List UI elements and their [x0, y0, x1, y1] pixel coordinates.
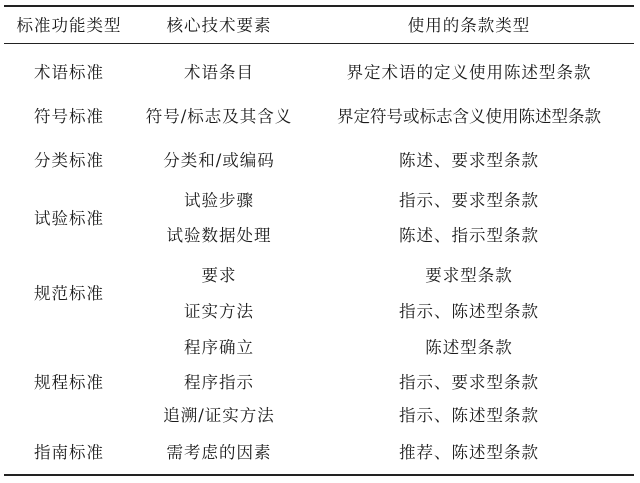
row-technical-element: 符号/标志及其含义 [145, 107, 293, 126]
row-clause-type: 推荐、陈述型条款 [399, 443, 539, 462]
row-technical-element: 分类和/或编码 [163, 151, 275, 170]
table-row [4, 297, 634, 327]
table-group [4, 146, 634, 176]
table-group [4, 58, 634, 88]
row-technical-element: 术语条目 [184, 63, 254, 82]
table-bottom-rule [4, 474, 634, 476]
table-body [4, 44, 634, 474]
row-clause-type: 陈述型条款 [425, 338, 513, 357]
header-standard-type: 标准功能类型 [16, 16, 122, 35]
row-clause-type: 指示、要求型条款 [399, 373, 539, 392]
row-technical-element: 证实方法 [184, 302, 254, 321]
table-group [4, 438, 634, 468]
row-clause-type: 界定术语的定义使用陈述型条款 [346, 63, 592, 82]
table-row [4, 186, 634, 216]
row-technical-element: 程序确立 [184, 338, 254, 357]
table-row [4, 146, 634, 176]
group-standard-type: 试验标准 [34, 209, 104, 228]
table-group [4, 261, 634, 327]
group-standard-type: 术语标准 [34, 63, 104, 82]
table-group [4, 102, 634, 132]
row-technical-element: 追溯/证实方法 [163, 406, 275, 425]
group-standard-type: 指南标准 [34, 443, 104, 462]
row-clause-type: 指示、陈述型条款 [399, 302, 539, 321]
table-group [4, 333, 634, 433]
group-standard-type: 符号标准 [34, 107, 104, 126]
table-row [4, 401, 634, 431]
row-technical-element: 试验步骤 [184, 191, 254, 210]
header-clause-type: 使用的条款类型 [407, 16, 531, 35]
table-row [4, 221, 634, 251]
row-technical-element: 试验数据处理 [166, 226, 272, 245]
group-standard-type: 分类标准 [34, 151, 104, 170]
row-technical-element: 需考虑的因素 [166, 443, 272, 462]
row-clause-type: 要求型条款 [425, 266, 513, 285]
table-row [4, 102, 634, 132]
table-row [4, 333, 634, 363]
table-row [4, 438, 634, 468]
table-group [4, 186, 634, 252]
header-core-technical-elements: 核心技术要素 [166, 16, 272, 35]
table-row [4, 58, 634, 88]
group-standard-type: 规范标准 [34, 284, 104, 303]
group-standard-type: 规程标准 [34, 373, 104, 392]
row-clause-type: 指示、陈述型条款 [399, 406, 539, 425]
table-row [4, 368, 634, 398]
row-clause-type: 陈述、要求型条款 [399, 151, 539, 170]
table-row [4, 261, 634, 291]
row-technical-element: 程序指示 [184, 373, 254, 392]
table-header-row [4, 7, 634, 43]
row-clause-type: 陈述、指示型条款 [399, 226, 539, 245]
row-clause-type: 指示、要求型条款 [399, 191, 539, 210]
row-technical-element: 要求 [201, 266, 237, 285]
row-clause-type: 界定符号或标志含义使用陈述型条款 [337, 107, 601, 126]
